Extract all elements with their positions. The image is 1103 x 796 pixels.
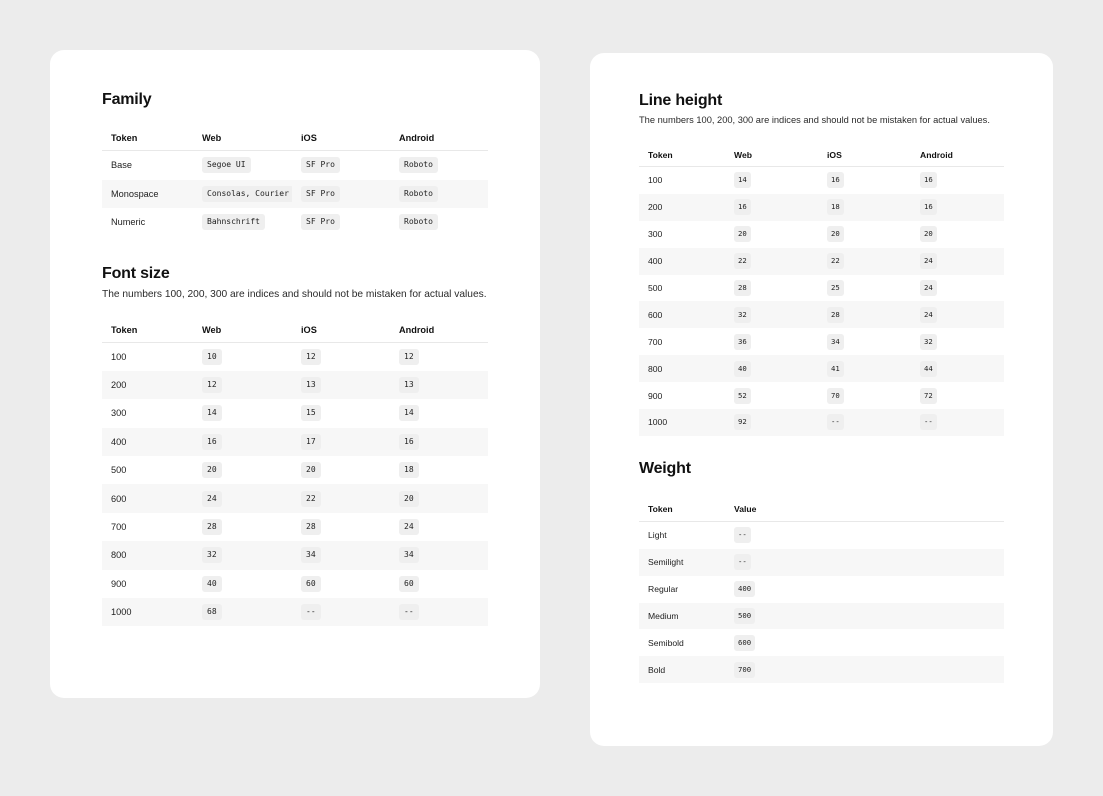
code-value: SF Pro xyxy=(301,157,340,173)
code-value: 13 xyxy=(399,377,419,393)
android-cell xyxy=(390,208,488,237)
web-cell xyxy=(193,484,292,512)
code-value: 16 xyxy=(920,172,937,188)
column-header-token: Token xyxy=(102,318,193,343)
token-cell: 600 xyxy=(102,484,193,512)
code-value: 60 xyxy=(301,576,321,592)
card-family-fontsize xyxy=(50,50,540,698)
table-row xyxy=(102,541,488,569)
code-value: -- xyxy=(734,554,751,570)
table-row xyxy=(102,342,488,371)
code-value: 14 xyxy=(202,405,222,421)
family-section xyxy=(102,90,488,237)
code-value: 12 xyxy=(399,349,419,365)
android-cell xyxy=(911,194,1004,221)
code-value: 20 xyxy=(399,491,419,507)
code-value: 34 xyxy=(399,547,419,563)
table-header-row xyxy=(102,318,488,343)
token-cell: Monospace xyxy=(102,180,193,209)
code-value: -- xyxy=(399,604,419,620)
web-cell xyxy=(193,598,292,626)
token-cell: 500 xyxy=(111,465,127,476)
token-cell: Semibold xyxy=(648,637,684,648)
code-value: Consolas, Courier xyxy=(202,186,292,202)
code-value: 12 xyxy=(301,349,321,365)
code-value: Bahnschrift xyxy=(202,214,265,230)
line-height-table xyxy=(639,143,1004,436)
table-row xyxy=(639,167,1004,194)
code-value: 700 xyxy=(734,662,755,678)
code-value: 18 xyxy=(399,462,419,478)
table-row xyxy=(639,275,1004,302)
ios-cell xyxy=(292,513,390,541)
code-value: 70 xyxy=(827,388,844,404)
ios-cell xyxy=(292,399,390,427)
value-cell xyxy=(725,521,1004,548)
code-value: Segoe UI xyxy=(202,157,251,173)
table-row xyxy=(639,221,1004,248)
code-value: 20 xyxy=(202,462,222,478)
weight-section xyxy=(639,459,1004,683)
column-header-ios: iOS xyxy=(818,143,911,167)
table-header-row xyxy=(102,126,488,151)
token-cell: 100 xyxy=(648,175,663,186)
ios-cell xyxy=(818,167,911,194)
code-value: 24 xyxy=(202,491,222,507)
android-cell xyxy=(911,167,1004,194)
token-cell: 700 xyxy=(111,522,127,533)
code-value: 28 xyxy=(301,519,321,535)
code-value: 68 xyxy=(202,604,222,620)
token-cell: 900 xyxy=(111,578,127,589)
ios-cell xyxy=(292,598,390,626)
web-cell xyxy=(193,342,292,371)
code-value: 34 xyxy=(827,334,844,350)
android-cell xyxy=(390,484,488,512)
android-cell xyxy=(911,248,1004,275)
web-cell xyxy=(725,355,818,382)
code-value: 28 xyxy=(202,519,222,535)
code-value: 22 xyxy=(734,253,751,269)
code-value: 32 xyxy=(202,547,222,563)
ios-cell xyxy=(818,355,911,382)
table-header-row xyxy=(639,498,1004,522)
code-value: -- xyxy=(920,414,937,430)
code-value: 13 xyxy=(301,377,321,393)
code-value: SF Pro xyxy=(301,214,340,230)
ios-cell xyxy=(292,570,390,598)
code-value: 34 xyxy=(301,547,321,563)
token-cell: 500 xyxy=(648,283,663,293)
card-lineheight-weight xyxy=(590,53,1053,746)
token-cell: 800 xyxy=(102,541,193,569)
ios-cell xyxy=(818,275,911,302)
section-title-font-size: Font size xyxy=(102,264,170,282)
code-value: -- xyxy=(301,604,321,620)
code-value: 92 xyxy=(734,414,751,430)
code-value: 17 xyxy=(301,434,321,450)
table-row xyxy=(639,603,1004,630)
web-cell xyxy=(193,399,292,427)
code-value: 600 xyxy=(734,635,755,651)
column-header-value: Value xyxy=(725,498,1004,522)
table-row xyxy=(639,355,1004,382)
ios-cell xyxy=(292,371,390,399)
ios-cell xyxy=(292,342,390,371)
code-value: 16 xyxy=(734,199,751,215)
web-cell xyxy=(193,208,292,237)
column-header-web: Web xyxy=(725,143,818,167)
web-cell xyxy=(725,194,818,221)
value-cell xyxy=(725,629,1004,656)
table-row xyxy=(639,194,1004,221)
ios-cell xyxy=(292,484,390,512)
web-cell xyxy=(193,570,292,598)
web-cell xyxy=(193,456,292,484)
code-value: 20 xyxy=(920,226,937,242)
android-cell xyxy=(911,355,1004,382)
line-height-description: The numbers 100, 200, 300 are indices and should not be mistaken for actual values. xyxy=(639,115,990,125)
column-header-ios: iOS xyxy=(292,126,390,151)
ios-cell xyxy=(818,221,911,248)
column-header-android: Android xyxy=(390,318,488,343)
font-size-table xyxy=(102,318,488,627)
web-cell xyxy=(193,371,292,399)
android-cell xyxy=(390,598,488,626)
token-cell: 300 xyxy=(648,229,663,240)
android-cell xyxy=(390,428,488,456)
web-cell xyxy=(725,275,818,302)
code-value: -- xyxy=(827,414,844,430)
token-cell: Bold xyxy=(639,656,725,683)
code-value: 40 xyxy=(734,361,751,377)
table-row xyxy=(102,513,488,541)
code-value: 16 xyxy=(920,199,937,215)
code-value: 15 xyxy=(301,405,321,421)
ios-cell xyxy=(818,194,911,221)
code-value: Roboto xyxy=(399,157,438,173)
android-cell xyxy=(390,151,488,180)
code-value: 25 xyxy=(827,280,844,296)
table-row xyxy=(102,484,488,512)
ios-cell xyxy=(292,541,390,569)
section-title-family: Family xyxy=(102,91,152,108)
code-value: 10 xyxy=(202,349,222,365)
code-value: 18 xyxy=(827,199,844,215)
code-value: 16 xyxy=(399,434,419,450)
token-cell: 600 xyxy=(639,301,725,328)
code-value: 24 xyxy=(920,280,937,296)
ios-cell xyxy=(292,180,390,209)
android-cell xyxy=(911,382,1004,409)
column-header-token: Token xyxy=(102,126,193,151)
table-row xyxy=(102,399,488,427)
code-value: Roboto xyxy=(399,214,438,230)
ios-cell xyxy=(818,382,911,409)
value-cell xyxy=(725,603,1004,630)
token-cell: 1000 xyxy=(639,409,725,436)
table-row xyxy=(102,456,488,484)
column-header-token: Token xyxy=(639,143,725,167)
code-value: 36 xyxy=(734,334,751,350)
android-cell xyxy=(390,342,488,371)
code-value: 44 xyxy=(920,361,937,377)
token-cell: 100 xyxy=(111,351,127,362)
code-value: 52 xyxy=(734,388,751,404)
token-cell: Light xyxy=(648,530,667,541)
table-row xyxy=(102,570,488,598)
android-cell xyxy=(390,541,488,569)
android-cell xyxy=(911,301,1004,328)
table-row xyxy=(102,428,488,456)
token-cell: 200 xyxy=(102,371,193,399)
token-cell: 200 xyxy=(639,194,725,221)
android-cell xyxy=(390,399,488,427)
ios-cell xyxy=(818,301,911,328)
line-height-section xyxy=(639,91,1004,436)
code-value: 24 xyxy=(920,253,937,269)
weight-table xyxy=(639,498,1004,683)
column-header-ios: iOS xyxy=(292,318,390,343)
token-cell: 800 xyxy=(639,355,725,382)
token-cell: 700 xyxy=(648,336,663,347)
column-header-web: Web xyxy=(193,318,292,343)
table-row xyxy=(102,371,488,399)
code-value: SF Pro xyxy=(301,186,340,202)
android-cell xyxy=(390,513,488,541)
ios-cell xyxy=(292,208,390,237)
token-cell: Medium xyxy=(639,603,725,630)
code-value: 60 xyxy=(399,576,419,592)
code-value: 14 xyxy=(399,405,419,421)
value-cell xyxy=(725,576,1004,603)
family-table xyxy=(102,126,488,237)
token-cell: Semilight xyxy=(639,549,725,576)
android-cell xyxy=(390,456,488,484)
code-value: 24 xyxy=(399,519,419,535)
column-header-token: Token xyxy=(639,498,725,522)
table-row xyxy=(639,576,1004,603)
code-value: 12 xyxy=(202,377,222,393)
code-value: 41 xyxy=(827,361,844,377)
table-row xyxy=(639,629,1004,656)
android-cell xyxy=(390,570,488,598)
table-header-row xyxy=(639,143,1004,167)
token-cell: 900 xyxy=(648,390,663,401)
code-value: 20 xyxy=(301,462,321,478)
code-value: 20 xyxy=(734,226,751,242)
web-cell xyxy=(725,167,818,194)
web-cell xyxy=(193,180,292,209)
column-header-web: Web xyxy=(193,126,292,151)
ios-cell xyxy=(818,248,911,275)
code-value: 20 xyxy=(827,226,844,242)
code-value: 500 xyxy=(734,608,755,624)
code-value: 32 xyxy=(734,307,751,323)
code-value: 22 xyxy=(827,253,844,269)
code-value: 24 xyxy=(920,307,937,323)
token-cell: 400 xyxy=(102,428,193,456)
ios-cell xyxy=(292,428,390,456)
table-row xyxy=(639,409,1004,436)
value-cell xyxy=(725,549,1004,576)
web-cell xyxy=(193,428,292,456)
column-header-android: Android xyxy=(911,143,1004,167)
android-cell xyxy=(911,328,1004,355)
web-cell xyxy=(725,301,818,328)
font-size-section xyxy=(102,264,488,627)
code-value: 400 xyxy=(734,581,755,597)
web-cell xyxy=(193,513,292,541)
code-value: 22 xyxy=(301,491,321,507)
column-header-android: Android xyxy=(390,126,488,151)
table-row xyxy=(102,208,488,237)
table-row xyxy=(639,382,1004,409)
web-cell xyxy=(193,541,292,569)
token-cell: 1000 xyxy=(102,598,193,626)
table-row xyxy=(639,248,1004,275)
value-cell xyxy=(725,656,1004,683)
ios-cell xyxy=(292,151,390,180)
token-cell: Base xyxy=(111,160,132,171)
code-value: Roboto xyxy=(399,186,438,202)
code-value: 32 xyxy=(920,334,937,350)
font-size-description: The numbers 100, 200, 300 are indices and should not be mistaken for actual values. xyxy=(102,288,487,300)
token-cell: 400 xyxy=(639,248,725,275)
table-row xyxy=(102,180,488,209)
table-row xyxy=(639,328,1004,355)
ios-cell xyxy=(818,409,911,436)
table-row xyxy=(639,301,1004,328)
android-cell xyxy=(390,180,488,209)
android-cell xyxy=(911,221,1004,248)
web-cell xyxy=(725,248,818,275)
section-title-weight: Weight xyxy=(639,459,691,477)
table-row xyxy=(639,549,1004,576)
token-cell: Regular xyxy=(648,584,679,595)
code-value: 40 xyxy=(202,576,222,592)
web-cell xyxy=(725,382,818,409)
web-cell xyxy=(725,409,818,436)
web-cell xyxy=(193,151,292,180)
code-value: 16 xyxy=(827,172,844,188)
table-row xyxy=(102,151,488,180)
table-row xyxy=(639,521,1004,548)
token-cell: 300 xyxy=(111,408,127,419)
android-cell xyxy=(390,371,488,399)
android-cell xyxy=(911,409,1004,436)
ios-cell xyxy=(292,456,390,484)
table-row xyxy=(102,598,488,626)
code-value: 28 xyxy=(734,280,751,296)
table-row xyxy=(639,656,1004,683)
section-title-line-height: Line height xyxy=(639,92,723,109)
code-value: 14 xyxy=(734,172,751,188)
code-value: 28 xyxy=(827,307,844,323)
web-cell xyxy=(725,328,818,355)
code-value: -- xyxy=(734,527,751,543)
code-value: 72 xyxy=(920,388,937,404)
code-value: 16 xyxy=(202,434,222,450)
android-cell xyxy=(911,275,1004,302)
web-cell xyxy=(725,221,818,248)
token-cell: Numeric xyxy=(111,217,146,228)
ios-cell xyxy=(818,328,911,355)
